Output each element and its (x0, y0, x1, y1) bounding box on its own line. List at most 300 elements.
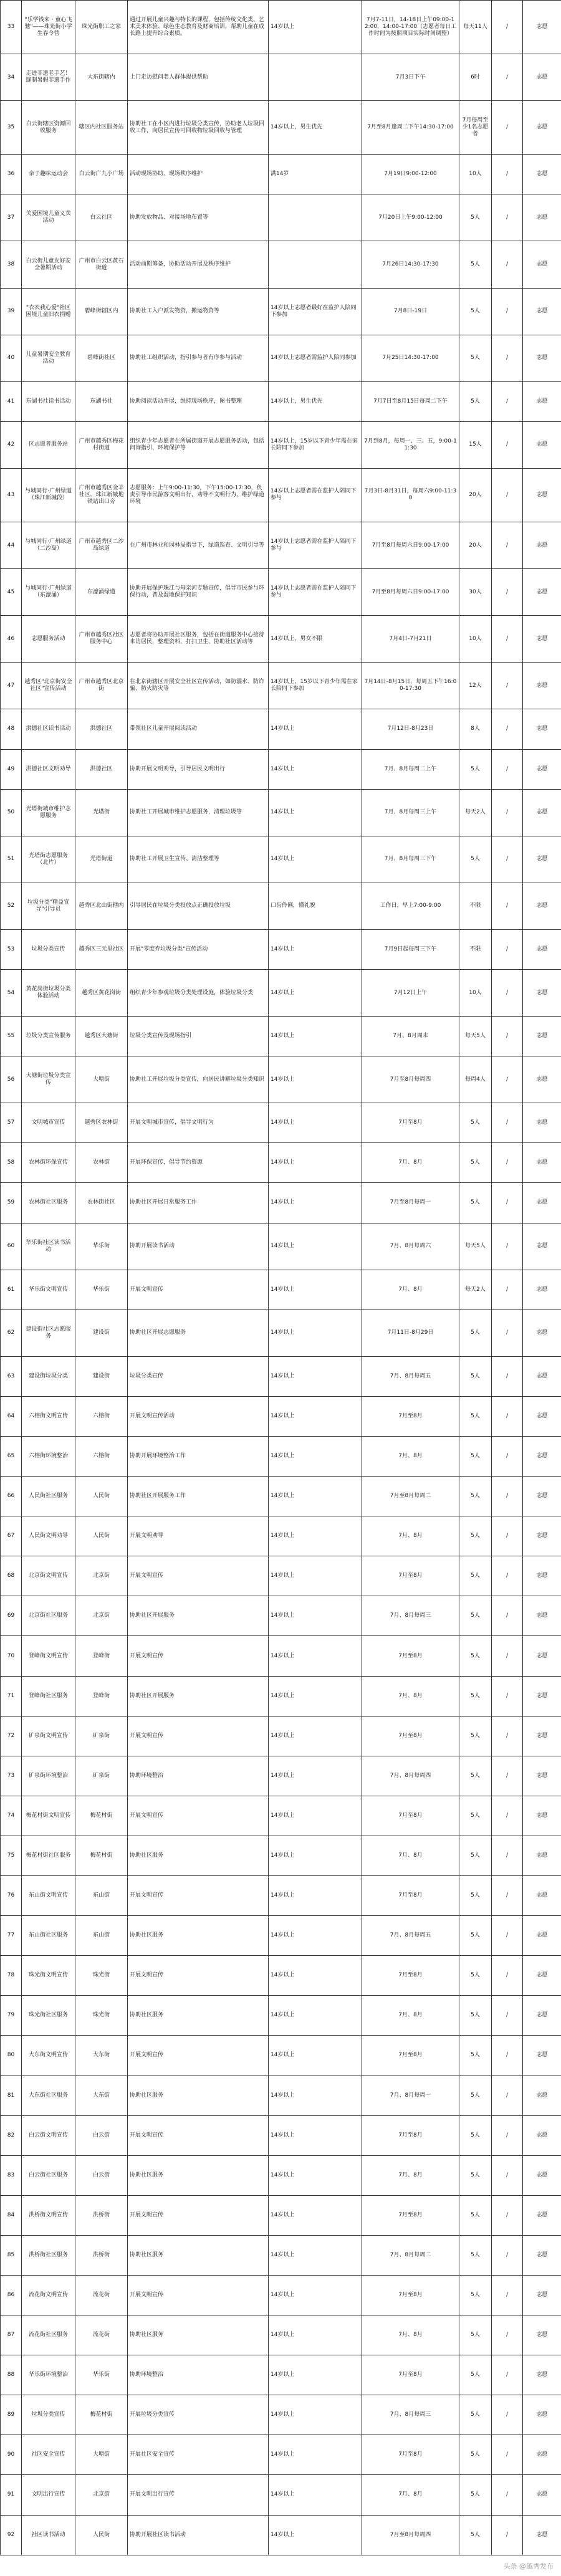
activity-content: 开展文明宣传 (128, 1956, 269, 1996)
volunteer-count: 5人 (459, 1310, 492, 1356)
row-number: 62 (1, 1310, 22, 1356)
row-number: 65 (1, 1437, 22, 1477)
activity-name: 东山街社区服务 (22, 1916, 75, 1956)
table-row (1, 2195, 561, 2235)
volunteer-requirement: 14岁以上 (269, 1270, 362, 1310)
remark: 志愿 (523, 709, 561, 749)
service-type: / (492, 2155, 523, 2195)
table-row (1, 1716, 561, 1756)
row-number: 63 (1, 1356, 22, 1396)
table-row (1, 1916, 561, 1956)
service-type: / (492, 1836, 523, 1875)
activity-name: 大塘街垃圾分类宣传 (22, 1056, 75, 1103)
activity-time: 7月、8月每周三下午 (362, 836, 459, 883)
service-type: / (492, 2515, 523, 2555)
remark: 志愿 (523, 1716, 561, 1756)
remark: 志愿 (523, 1636, 561, 1676)
volunteer-requirement: 14岁以上 (269, 2395, 362, 2435)
activity-time: 7月至8月 (362, 2275, 459, 2315)
activity-content: 开展文明城市宣传，倡导文明行为 (128, 1103, 269, 1143)
activity-content: 垃圾分类宣传 (128, 1356, 269, 1396)
table-row (1, 241, 561, 288)
activity-location: 人民街 (75, 2515, 128, 2555)
volunteer-count: 10人 (459, 616, 492, 663)
activity-content: 协助社工开展卫生宣传、清洁整理等 (128, 836, 269, 883)
table-row (1, 2036, 561, 2076)
activity-time: 7月、8月每周三 (362, 1596, 459, 1636)
activity-location: 梅花村街 (75, 2395, 128, 2435)
volunteer-requirement: 14岁以上，男女不限 (269, 616, 362, 663)
row-number: 71 (1, 1676, 22, 1716)
volunteer-count: 5人 (459, 1876, 492, 1916)
row-number: 64 (1, 1396, 22, 1436)
remark: 志愿 (523, 194, 561, 241)
service-type: / (492, 194, 523, 241)
table-row (1, 1876, 561, 1916)
volunteer-count: 10人 (459, 155, 492, 194)
activity-location: 北京街 (75, 1596, 128, 1636)
activity-name: 走进非遗老手艺！缝制暑假非遗手作 (22, 54, 75, 101)
activity-location: 华乐街 (75, 2355, 128, 2395)
table-row (1, 1143, 561, 1183)
volunteer-count: 每天2人 (459, 1270, 492, 1310)
volunteer-requirement: 口齿伶俐，懂礼貌 (269, 883, 362, 929)
activity-location: 矿泉街 (75, 1716, 128, 1756)
volunteer-requirement: 14岁以上 (269, 1223, 362, 1270)
activity-location: 光塔街 (75, 789, 128, 836)
activity-content: 通过开展儿童兴趣与特长的课程，包括传统文化类、艺术美术体验、绿色生态教育及财商培训，帮助儿童在成长路上提升综合素质。 (128, 1, 269, 54)
table-row (1, 1183, 561, 1223)
activity-time: 7月、8月 (362, 1437, 459, 1477)
remark: 志愿 (523, 2076, 561, 2115)
volunteer-count: 5人 (459, 1143, 492, 1183)
activity-name: 社区读书活动 (22, 2515, 75, 2555)
activity-time: 7月至8月逢周二下午14:30-17:00 (362, 101, 459, 155)
activity-time: 7月至8月每周一 (362, 1183, 459, 1223)
volunteer-requirement (269, 54, 362, 101)
activity-time: 7月、8月每周一 (362, 2076, 459, 2115)
volunteer-requirement: 14岁以上志愿者需在监护人陪同下参与 (269, 522, 362, 569)
service-type: / (492, 929, 523, 969)
activity-location: 广州市白云区黄石街道 (75, 241, 128, 288)
activity-name: 华乐街社区读书活动 (22, 1223, 75, 1270)
activity-location: 碧峰街社区 (75, 335, 128, 381)
remark: 志愿 (523, 288, 561, 335)
activity-content: 志愿者将协助开展社区服务，包括在街道服务中心接待来访居民，整理资料、打扫卫生、协助社区活动等 (128, 616, 269, 663)
volunteer-count: 5人 (459, 2115, 492, 2155)
service-type: / (492, 789, 523, 836)
table-row (1, 2115, 561, 2155)
volunteer-count: 15人 (459, 421, 492, 468)
activity-location: 辖区内社区服务站 (75, 101, 128, 155)
remark: 志愿 (523, 2515, 561, 2555)
activity-time: 7月至8月 (362, 1876, 459, 1916)
row-number: 46 (1, 616, 22, 663)
activity-time: 7月至8月 (362, 1956, 459, 1996)
activity-name: 文明出行宣传 (22, 2475, 75, 2515)
row-number: 35 (1, 101, 22, 155)
activity-time: 7月11日-8月29日 (362, 1310, 459, 1356)
activity-time: 7月、8月每周三 (362, 2395, 459, 2435)
remark: 志愿 (523, 2036, 561, 2076)
activity-name: 珠光街社区服务 (22, 1996, 75, 2036)
service-type: / (492, 54, 523, 101)
activity-name: "乐学钱来・童心飞驰"——珠光街小学生春令营 (22, 1, 75, 54)
remark: 志愿 (523, 522, 561, 569)
volunteer-count: 5人 (459, 1756, 492, 1796)
table-row (1, 2235, 561, 2275)
activity-time: 7月、8月每周六 (362, 1223, 459, 1270)
activity-name: 建设街垃圾分类 (22, 1356, 75, 1396)
activity-time: 7月25日14:30-17:00 (362, 335, 459, 381)
volunteer-requirement: 14岁以上 (269, 1836, 362, 1875)
activity-location: 广州市越秀区金羊社区，珠江新城地铁站出口旁 (75, 468, 128, 522)
activity-name: 东湖书社读书活动 (22, 381, 75, 421)
volunteer-requirement: 14岁以上志愿者需在监护人陪同下参与 (269, 569, 362, 616)
activity-name: 垃圾分类"精益宣导"引导员 (22, 883, 75, 929)
volunteer-requirement: 14岁以上 (269, 1956, 362, 1996)
service-type: / (492, 1796, 523, 1836)
volunteer-count: 5人 (459, 1836, 492, 1875)
activity-location: 洪德社区 (75, 749, 128, 789)
service-type: / (492, 288, 523, 335)
volunteer-count: 5人 (459, 1956, 492, 1996)
service-type: / (492, 2475, 523, 2515)
activity-content: 开展文明宣传 (128, 2115, 269, 2155)
activity-location: 东山街 (75, 1876, 128, 1916)
activity-time: 7月、8月 (362, 2315, 459, 2355)
activity-name: 流花街文明宣传 (22, 2275, 75, 2315)
activity-content: 协助社工入户派发物资，搬运物资等 (128, 288, 269, 335)
service-type: / (492, 1516, 523, 1556)
activity-location: 越秀区北山街辖内 (75, 883, 128, 929)
volunteer-requirement: 14岁以上，男生优先 (269, 101, 362, 155)
service-type: / (492, 1556, 523, 1596)
remark: 志愿 (523, 54, 561, 101)
table-row (1, 155, 561, 194)
row-number: 40 (1, 335, 22, 381)
row-number: 87 (1, 2315, 22, 2355)
table-row (1, 1103, 561, 1143)
service-type: / (492, 381, 523, 421)
table-row (1, 1956, 561, 1996)
activity-content: 开展文明宣传 (128, 1556, 269, 1596)
row-number: 47 (1, 663, 22, 709)
activity-location: 洪桥街 (75, 2235, 128, 2275)
row-number: 92 (1, 2515, 22, 2555)
service-type: / (492, 2195, 523, 2235)
volunteer-count: 5人 (459, 1716, 492, 1756)
remark: 志愿 (523, 241, 561, 288)
volunteer-count: 5人 (459, 1556, 492, 1596)
volunteer-requirement: 14岁以上 (269, 1596, 362, 1636)
activity-content: 协助社区服务 (128, 1996, 269, 2036)
table-row (1, 749, 561, 789)
volunteer-count: 不限 (459, 883, 492, 929)
activity-name: 人民街社区服务 (22, 1477, 75, 1516)
activity-content: 开展文明宣传 (128, 2195, 269, 2235)
volunteer-requirement: 14岁以上 (269, 1756, 362, 1796)
activity-location: 华乐街 (75, 1223, 128, 1270)
volunteer-requirement: 14岁以上 (269, 2195, 362, 2235)
remark: 志愿 (523, 2155, 561, 2195)
activity-name: 志愿服务活动 (22, 616, 75, 663)
activity-location: 光塔街道 (75, 836, 128, 883)
service-type: / (492, 2235, 523, 2275)
service-type: / (492, 1756, 523, 1796)
activity-location: 北京街 (75, 2475, 128, 2515)
service-type: / (492, 1270, 523, 1310)
volunteer-count: 每天5人 (459, 1223, 492, 1270)
row-number: 83 (1, 2155, 22, 2195)
activity-content: 协助社工在小区内进行垃圾分类宣传，协助老人垃圾回收工作，向居民宣传可回收物垃圾回收与管理 (128, 101, 269, 155)
remark: 志愿 (523, 1556, 561, 1596)
row-number: 53 (1, 929, 22, 969)
activity-time: 7月7日至8月15日每周二下午 (362, 381, 459, 421)
remark: 志愿 (523, 616, 561, 663)
remark: 志愿 (523, 1396, 561, 1436)
service-type: / (492, 1103, 523, 1143)
activity-content: 协助阅读活动开展，维持现场秩序，图书整理 (128, 381, 269, 421)
volunteer-count: 5人 (459, 1356, 492, 1396)
service-type: / (492, 2395, 523, 2435)
remark: 志愿 (523, 2315, 561, 2355)
service-type: / (492, 1017, 523, 1056)
remark: 志愿 (523, 1017, 561, 1056)
service-type: / (492, 335, 523, 381)
remark: 志愿 (523, 1223, 561, 1270)
activity-content: 引导居民在垃圾分类投放点正确投放垃圾 (128, 883, 269, 929)
activity-content: 组织青少年志愿者在所属街道开展志愿服务活动，包括问询指引、环境保护等 (128, 421, 269, 468)
remark: 志愿 (523, 1143, 561, 1183)
service-type: / (492, 2275, 523, 2315)
remark: 志愿 (523, 2195, 561, 2235)
activity-content: 协助社区服务 (128, 2155, 269, 2195)
activity-location: 越秀区农林街 (75, 1103, 128, 1143)
remark: 志愿 (523, 1516, 561, 1556)
activity-name: 梅花村街文明宣传 (22, 1796, 75, 1836)
row-number: 89 (1, 2395, 22, 2435)
activity-time: 7月、8月 (362, 2155, 459, 2195)
volunteer-count: 5人 (459, 1596, 492, 1636)
volunteer-requirement: 14岁以上 (269, 1636, 362, 1676)
activity-content: 开展社区安全宣传 (128, 2435, 269, 2475)
remark: 志愿 (523, 2475, 561, 2515)
activity-location: 大塘街 (75, 1056, 128, 1103)
activity-location: 洪桥街 (75, 2195, 128, 2235)
activity-name: 文明城市宣传 (22, 1103, 75, 1143)
volunteer-requirement: 14岁以上 (269, 2475, 362, 2515)
table-row (1, 883, 561, 929)
activity-time: 7月、8月 (362, 1270, 459, 1310)
activity-location: 登峰街 (75, 1676, 128, 1716)
activity-name: 洪桥街文明宣传 (22, 2195, 75, 2235)
service-type: / (492, 1223, 523, 1270)
service-type: / (492, 1, 523, 54)
remark: 志愿 (523, 663, 561, 709)
volunteer-count: 10人 (459, 969, 492, 1016)
volunteer-requirement: 14岁以上 (269, 1183, 362, 1223)
service-type: / (492, 663, 523, 709)
activity-content: 协助社区服务 (128, 2315, 269, 2355)
volunteer-requirement: 14岁以上 (269, 1017, 362, 1056)
volunteer-requirement: 14岁以上 (269, 1437, 362, 1477)
service-type: / (492, 421, 523, 468)
remark: 志愿 (523, 789, 561, 836)
activity-location: 白云街 (75, 2115, 128, 2155)
activity-time: 7月到8月，每周一、三、五，9:00-11:30 (362, 421, 459, 468)
activity-location: 华乐街 (75, 1270, 128, 1310)
table-row (1, 1017, 561, 1056)
volunteer-count: 5人 (459, 2515, 492, 2555)
remark: 志愿 (523, 1103, 561, 1143)
activity-location: 东山街 (75, 1916, 128, 1956)
volunteer-requirement: 14岁以上 (269, 1676, 362, 1716)
volunteer-count: 5人 (459, 1916, 492, 1956)
row-number: 90 (1, 2435, 22, 2475)
remark: 志愿 (523, 883, 561, 929)
service-type: / (492, 836, 523, 883)
volunteer-count: 5人 (459, 1796, 492, 1836)
volunteer-count: 5人 (459, 2315, 492, 2355)
remark: 志愿 (523, 2275, 561, 2315)
volunteer-count: 12人 (459, 663, 492, 709)
activity-time: 7月至8月每周六日9:00-17:00 (362, 522, 459, 569)
volunteer-requirement: 14岁以上 (269, 969, 362, 1016)
activity-name: 越秀区"北京街安全社区"宣传活动 (22, 663, 75, 709)
activity-content: 协助开展文明劝导，引导居民文明出行 (128, 749, 269, 789)
activity-time: 7月12日上午 (362, 969, 459, 1016)
row-number: 36 (1, 155, 22, 194)
volunteer-count: 30人 (459, 569, 492, 616)
service-type: / (492, 1596, 523, 1636)
remark: 志愿 (523, 1876, 561, 1916)
volunteer-requirement: 14岁以上 (269, 1876, 362, 1916)
activity-location: 大东街 (75, 2036, 128, 2076)
volunteer-requirement: 14岁以上 (269, 1310, 362, 1356)
row-number: 38 (1, 241, 22, 288)
activity-time: 7月、8月每周二 (362, 2235, 459, 2275)
table-row (1, 836, 561, 883)
remark: 志愿 (523, 749, 561, 789)
remark: 志愿 (523, 1310, 561, 1356)
volunteer-requirement: 14岁以上 (269, 789, 362, 836)
activity-content: 开展文明宣传 (128, 1796, 269, 1836)
volunteer-requirement: 14岁以上 (269, 1396, 362, 1436)
service-type: / (492, 1876, 523, 1916)
table-row (1, 1396, 561, 1436)
activity-name: 社区安全宣传 (22, 2435, 75, 2475)
service-type: / (492, 101, 523, 155)
remark: 志愿 (523, 1270, 561, 1310)
remark: 志愿 (523, 2355, 561, 2395)
activity-location: 白云街 (75, 2155, 128, 2195)
activity-location: 梅花村街 (75, 1836, 128, 1875)
activity-name: 北京街文明宣传 (22, 1556, 75, 1596)
service-type: / (492, 155, 523, 194)
volunteer-count: 5人 (459, 1676, 492, 1716)
table-row (1, 1356, 561, 1396)
activity-location: 珠光街 (75, 1996, 128, 2036)
activity-location: 广州市越秀区梅花村街道 (75, 421, 128, 468)
remark: 志愿 (523, 155, 561, 194)
activity-content: 活动前期筹备，协助活动开展及秩序维护 (128, 241, 269, 288)
volunteer-requirement: 14岁以上 (269, 2275, 362, 2315)
activity-name: 洪德社区读书活动 (22, 709, 75, 749)
row-number: 41 (1, 381, 22, 421)
activity-time: 7月至8月 (362, 2435, 459, 2475)
volunteer-requirement: 14岁以上，男生优先 (269, 381, 362, 421)
activity-name: 区志愿者服务站 (22, 421, 75, 468)
volunteer-requirement: 14岁以上 (269, 2315, 362, 2355)
row-number: 55 (1, 1017, 22, 1056)
activity-location: 北京街 (75, 1556, 128, 1596)
activity-content: 协助开展社区读书活动 (128, 2515, 269, 2555)
activity-time: 7月4日-7月21日 (362, 616, 459, 663)
volunteer-requirement: 14岁以上 (269, 1716, 362, 1756)
table-row (1, 101, 561, 155)
activity-time: 7月、8月 (362, 1676, 459, 1716)
row-number: 82 (1, 2115, 22, 2155)
activity-time: 7月、8月 (362, 1516, 459, 1556)
activity-name: "衣衣我心爱"社区困境儿童旧衣捐赠 (22, 288, 75, 335)
remark: 志愿 (523, 1, 561, 54)
activity-location: 广州市越秀区北京街 (75, 663, 128, 709)
volunteer-count: 5人 (459, 335, 492, 381)
activity-content: 开展"零废弃垃圾分类"宣传活动 (128, 929, 269, 969)
activity-time: 7月、8月 (362, 1836, 459, 1875)
activity-content: 开展文明宣传活动 (128, 1396, 269, 1436)
volunteer-count: 8人 (459, 709, 492, 749)
remark: 志愿 (523, 1437, 561, 1477)
activity-name: 白云街文明宣传 (22, 2115, 75, 2155)
activity-location: 珠光街职工之家 (75, 1, 128, 54)
volunteer-count: 5人 (459, 2235, 492, 2275)
remark: 志愿 (523, 1056, 561, 1103)
volunteer-count: 5人 (459, 836, 492, 883)
activity-time: 7月19日9:00-12:00 (362, 155, 459, 194)
activity-name: 矿泉街环境整治 (22, 1756, 75, 1796)
activity-content: 协助社区开展服务工作 (128, 1477, 269, 1516)
activity-content: 带领社区儿童开展阅读活动 (128, 709, 269, 749)
activity-content: 协助开展环境整治工作 (128, 1437, 269, 1477)
service-type: / (492, 2435, 523, 2475)
volunteer-count: 5人 (459, 2155, 492, 2195)
table-row (1, 194, 561, 241)
activity-content: 在北京街辖区开展安全社区宣传活动，如防溺水、防诈骗、防火防灾等 (128, 663, 269, 709)
remark: 志愿 (523, 1796, 561, 1836)
activity-name: 六榕街文明宣传 (22, 1396, 75, 1436)
volunteer-requirement: 14岁以上 (269, 1056, 362, 1103)
activity-name: 儿童暑期安全教育活动 (22, 335, 75, 381)
volunteer-requirement: 14岁以上 (269, 709, 362, 749)
volunteer-count: 6时 (459, 54, 492, 101)
volunteer-requirement: 14岁以上 (269, 1356, 362, 1396)
row-number: 78 (1, 1956, 22, 1996)
activity-location: 矿泉街 (75, 1756, 128, 1796)
row-number: 76 (1, 1876, 22, 1916)
activity-name: 东山街文明宣传 (22, 1876, 75, 1916)
volunteer-requirement: 14岁以上 (269, 2355, 362, 2395)
table-row (1, 929, 561, 969)
activity-content: 协助开展保护珠江与母亲河专题宣传，倡导市民参与环保行动，普及湿地保护知识 (128, 569, 269, 616)
activity-location: 建设街 (75, 1356, 128, 1396)
service-type: / (492, 1916, 523, 1956)
row-number: 79 (1, 1996, 22, 2036)
activity-time: 7月、8月周末 (362, 1017, 459, 1056)
volunteer-requirement: 14岁以上志愿者需在监护人陪同下参与 (269, 468, 362, 522)
table-row (1, 1477, 561, 1516)
